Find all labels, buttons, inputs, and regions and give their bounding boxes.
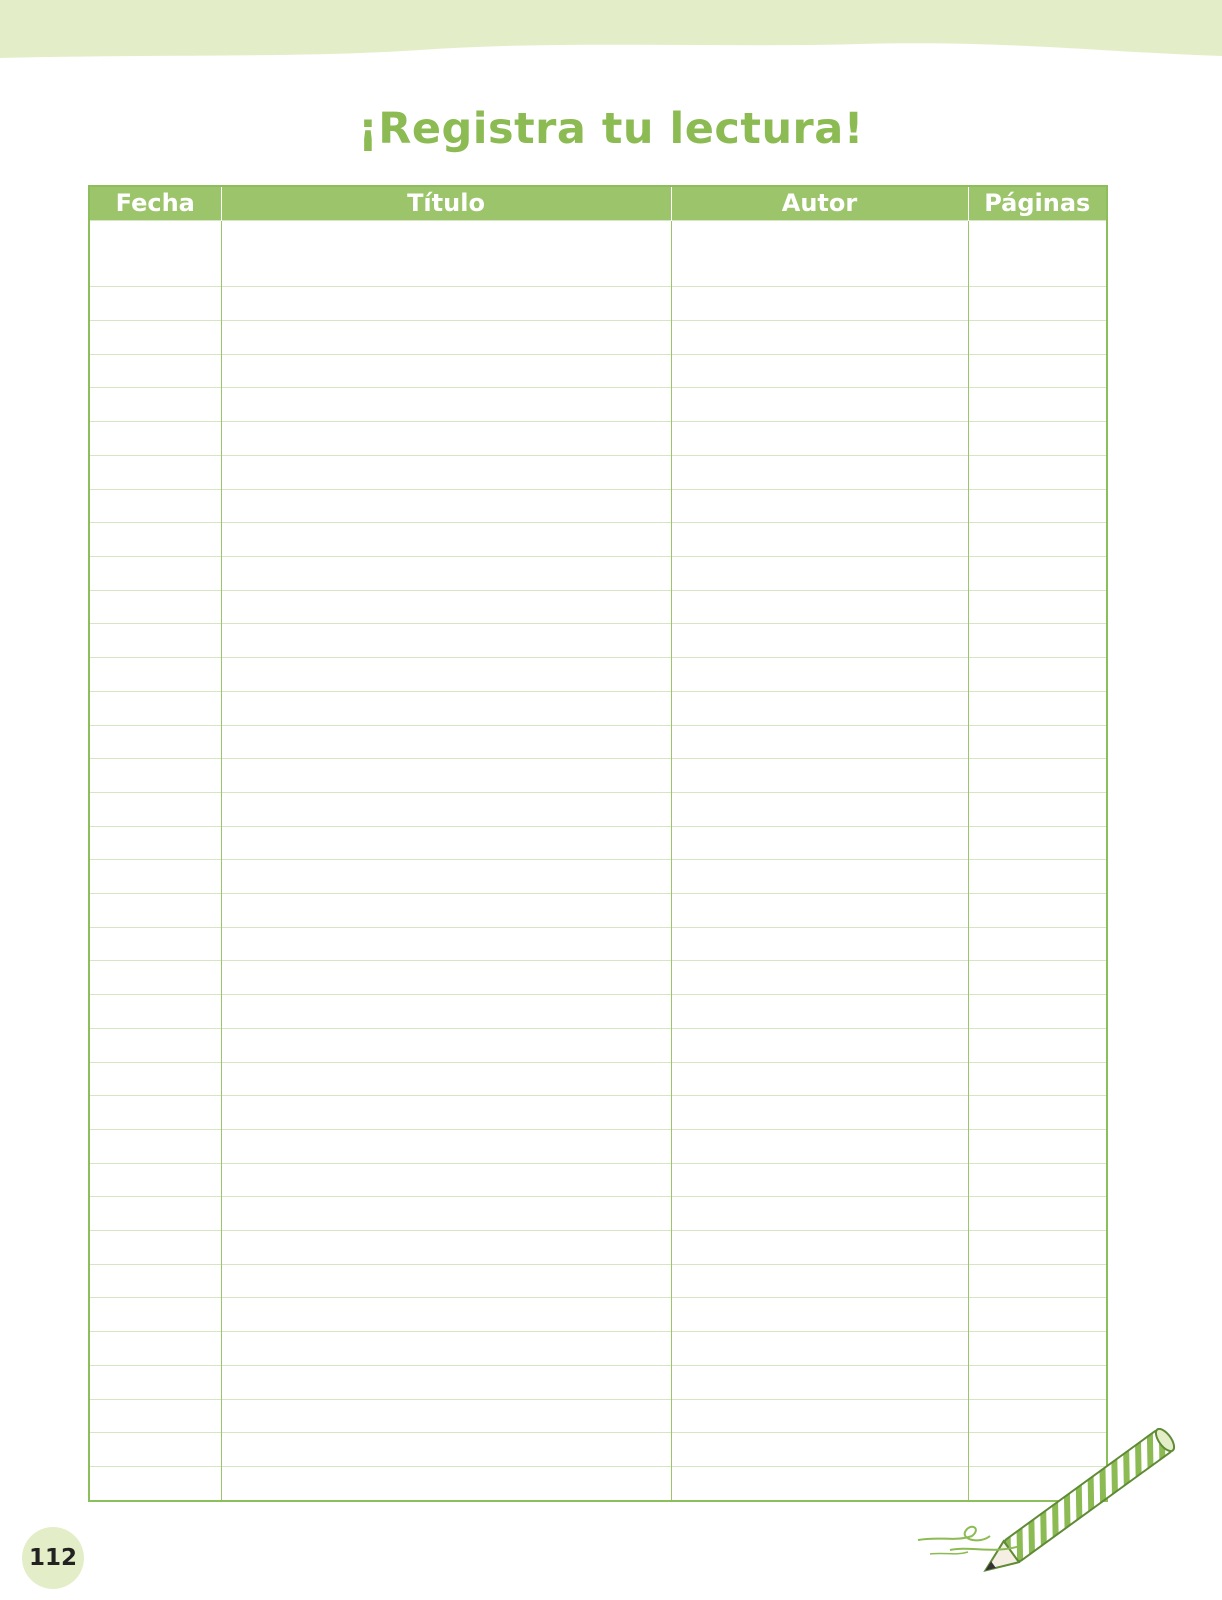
cell-fecha bbox=[89, 691, 221, 725]
cell-fecha bbox=[89, 624, 221, 658]
cell-paginas bbox=[968, 287, 1107, 321]
cell-paginas bbox=[968, 489, 1107, 523]
cell-titulo bbox=[221, 927, 671, 961]
cell-autor bbox=[671, 254, 968, 287]
cell-autor bbox=[671, 658, 968, 692]
table-row bbox=[89, 658, 1107, 692]
cell-fecha bbox=[89, 287, 221, 321]
cell-autor bbox=[671, 995, 968, 1029]
cell-fecha bbox=[89, 388, 221, 422]
cell-paginas bbox=[968, 1332, 1107, 1366]
cell-autor bbox=[671, 422, 968, 456]
cell-autor bbox=[671, 523, 968, 557]
cell-fecha bbox=[89, 658, 221, 692]
cell-fecha bbox=[89, 725, 221, 759]
cell-titulo bbox=[221, 1264, 671, 1298]
cell-autor bbox=[671, 557, 968, 591]
table-row bbox=[89, 860, 1107, 894]
cell-fecha bbox=[89, 590, 221, 624]
cell-titulo bbox=[221, 826, 671, 860]
cell-autor bbox=[671, 1197, 968, 1231]
cell-paginas bbox=[968, 254, 1107, 287]
cell-paginas bbox=[968, 759, 1107, 793]
cell-titulo bbox=[221, 1197, 671, 1231]
cell-fecha bbox=[89, 1264, 221, 1298]
cell-titulo bbox=[221, 254, 671, 287]
cell-paginas bbox=[968, 894, 1107, 928]
column-header-autor: Autor bbox=[671, 186, 968, 221]
cell-fecha bbox=[89, 455, 221, 489]
cell-titulo bbox=[221, 1365, 671, 1399]
table-row bbox=[89, 725, 1107, 759]
table-row bbox=[89, 1062, 1107, 1096]
table-row bbox=[89, 321, 1107, 355]
column-header-titulo: Título bbox=[221, 186, 671, 221]
cell-paginas bbox=[968, 1365, 1107, 1399]
table-row bbox=[89, 1028, 1107, 1062]
cell-fecha bbox=[89, 792, 221, 826]
cell-paginas bbox=[968, 792, 1107, 826]
cell-paginas bbox=[968, 1264, 1107, 1298]
table-row bbox=[89, 624, 1107, 658]
cell-paginas bbox=[968, 691, 1107, 725]
cell-fecha bbox=[89, 557, 221, 591]
cell-titulo bbox=[221, 691, 671, 725]
cell-fecha bbox=[89, 1399, 221, 1433]
cell-fecha bbox=[89, 1129, 221, 1163]
table-row bbox=[89, 388, 1107, 422]
cell-titulo bbox=[221, 1332, 671, 1366]
cell-fecha bbox=[89, 1096, 221, 1130]
cell-paginas bbox=[968, 1129, 1107, 1163]
cell-titulo bbox=[221, 1163, 671, 1197]
cell-fecha bbox=[89, 1231, 221, 1265]
cell-paginas bbox=[968, 1096, 1107, 1130]
cell-autor bbox=[671, 590, 968, 624]
table-row bbox=[89, 1129, 1107, 1163]
cell-fecha bbox=[89, 995, 221, 1029]
cell-fecha bbox=[89, 894, 221, 928]
cell-paginas bbox=[968, 1062, 1107, 1096]
cell-autor bbox=[671, 961, 968, 995]
cell-titulo bbox=[221, 590, 671, 624]
table-row bbox=[89, 557, 1107, 591]
cell-fecha bbox=[89, 321, 221, 355]
column-header-paginas: Páginas bbox=[968, 186, 1107, 221]
cell-paginas bbox=[968, 1231, 1107, 1265]
cell-autor bbox=[671, 354, 968, 388]
table-row bbox=[89, 455, 1107, 489]
cell-fecha bbox=[89, 254, 221, 287]
cell-autor bbox=[671, 927, 968, 961]
table-row bbox=[89, 961, 1107, 995]
cell-paginas bbox=[968, 1028, 1107, 1062]
cell-fecha bbox=[89, 1028, 221, 1062]
cell-fecha bbox=[89, 860, 221, 894]
table-row bbox=[89, 489, 1107, 523]
cell-titulo bbox=[221, 557, 671, 591]
table-row bbox=[89, 1365, 1107, 1399]
cell-autor bbox=[671, 1062, 968, 1096]
column-header-fecha: Fecha bbox=[89, 186, 221, 221]
cell-autor bbox=[671, 1298, 968, 1332]
cell-fecha bbox=[89, 1062, 221, 1096]
table-header-row bbox=[89, 186, 1107, 221]
cell-titulo bbox=[221, 658, 671, 692]
cell-titulo bbox=[221, 321, 671, 355]
table-row bbox=[89, 422, 1107, 456]
cell-titulo bbox=[221, 995, 671, 1029]
cell-fecha bbox=[89, 1332, 221, 1366]
cell-autor bbox=[671, 624, 968, 658]
cell-titulo bbox=[221, 759, 671, 793]
cell-fecha bbox=[89, 927, 221, 961]
cell-titulo bbox=[221, 1298, 671, 1332]
cell-titulo bbox=[221, 422, 671, 456]
cell-titulo bbox=[221, 860, 671, 894]
cell-autor bbox=[671, 1231, 968, 1265]
cell-autor bbox=[671, 725, 968, 759]
cell-paginas bbox=[968, 388, 1107, 422]
cell-titulo bbox=[221, 792, 671, 826]
cell-paginas bbox=[968, 523, 1107, 557]
cell-fecha bbox=[89, 826, 221, 860]
cell-paginas bbox=[968, 590, 1107, 624]
cell-paginas bbox=[968, 995, 1107, 1029]
cell-titulo bbox=[221, 894, 671, 928]
cell-fecha bbox=[89, 1163, 221, 1197]
page-number-badge: 112 bbox=[22, 1527, 84, 1589]
table-row bbox=[89, 1096, 1107, 1130]
table-row bbox=[89, 894, 1107, 928]
cell-paginas bbox=[968, 1197, 1107, 1231]
cell-fecha bbox=[89, 523, 221, 557]
cell-titulo bbox=[221, 1433, 671, 1467]
table-row bbox=[89, 1197, 1107, 1231]
cell-titulo bbox=[221, 388, 671, 422]
cell-paginas bbox=[968, 1163, 1107, 1197]
cell-paginas bbox=[968, 455, 1107, 489]
table-row bbox=[89, 221, 1107, 254]
table-row bbox=[89, 1264, 1107, 1298]
cell-fecha bbox=[89, 759, 221, 793]
cell-autor bbox=[671, 1096, 968, 1130]
cell-autor bbox=[671, 759, 968, 793]
cell-titulo bbox=[221, 1096, 671, 1130]
cell-titulo bbox=[221, 1399, 671, 1433]
cell-paginas bbox=[968, 422, 1107, 456]
table-row bbox=[89, 927, 1107, 961]
cell-autor bbox=[671, 321, 968, 355]
pencil-icon bbox=[910, 1428, 1200, 1578]
table-row bbox=[89, 254, 1107, 287]
cell-autor bbox=[671, 894, 968, 928]
cell-paginas bbox=[968, 826, 1107, 860]
table-row bbox=[89, 1231, 1107, 1265]
cell-fecha bbox=[89, 1197, 221, 1231]
cell-titulo bbox=[221, 287, 671, 321]
table-row bbox=[89, 354, 1107, 388]
top-decorative-band bbox=[0, 0, 1222, 70]
cell-autor bbox=[671, 489, 968, 523]
cell-titulo bbox=[221, 221, 671, 254]
table-row bbox=[89, 759, 1107, 793]
cell-fecha bbox=[89, 489, 221, 523]
cell-autor bbox=[671, 792, 968, 826]
cell-titulo bbox=[221, 1028, 671, 1062]
cell-autor bbox=[671, 1163, 968, 1197]
cell-titulo bbox=[221, 1231, 671, 1265]
table-row bbox=[89, 590, 1107, 624]
cell-autor bbox=[671, 691, 968, 725]
cell-autor bbox=[671, 221, 968, 254]
table-row bbox=[89, 691, 1107, 725]
cell-titulo bbox=[221, 961, 671, 995]
cell-fecha bbox=[89, 1433, 221, 1467]
cell-titulo bbox=[221, 354, 671, 388]
cell-fecha bbox=[89, 354, 221, 388]
cell-autor bbox=[671, 826, 968, 860]
cell-paginas bbox=[968, 321, 1107, 355]
cell-titulo bbox=[221, 1062, 671, 1096]
cell-paginas bbox=[968, 725, 1107, 759]
cell-fecha bbox=[89, 422, 221, 456]
cell-autor bbox=[671, 287, 968, 321]
cell-paginas bbox=[968, 624, 1107, 658]
reading-log-table bbox=[88, 185, 1108, 1502]
cell-fecha bbox=[89, 1466, 221, 1501]
cell-autor bbox=[671, 860, 968, 894]
cell-paginas bbox=[968, 354, 1107, 388]
cell-fecha bbox=[89, 961, 221, 995]
cell-titulo bbox=[221, 523, 671, 557]
cell-paginas bbox=[968, 221, 1107, 254]
table-row bbox=[89, 1163, 1107, 1197]
cell-titulo bbox=[221, 489, 671, 523]
table-row bbox=[89, 523, 1107, 557]
cell-autor bbox=[671, 1332, 968, 1366]
cell-titulo bbox=[221, 1129, 671, 1163]
cell-paginas bbox=[968, 1298, 1107, 1332]
cell-titulo bbox=[221, 725, 671, 759]
cell-paginas bbox=[968, 557, 1107, 591]
cell-autor bbox=[671, 1264, 968, 1298]
table-row bbox=[89, 792, 1107, 826]
cell-titulo bbox=[221, 455, 671, 489]
cell-paginas bbox=[968, 927, 1107, 961]
cell-fecha bbox=[89, 221, 221, 254]
cell-titulo bbox=[221, 1466, 671, 1501]
table-row bbox=[89, 995, 1107, 1029]
cell-autor bbox=[671, 1365, 968, 1399]
cell-titulo bbox=[221, 624, 671, 658]
cell-autor bbox=[671, 1028, 968, 1062]
table-row bbox=[89, 1298, 1107, 1332]
table-row bbox=[89, 1332, 1107, 1366]
cell-fecha bbox=[89, 1298, 221, 1332]
cell-paginas bbox=[968, 658, 1107, 692]
cell-paginas bbox=[968, 961, 1107, 995]
table-row bbox=[89, 287, 1107, 321]
cell-autor bbox=[671, 1129, 968, 1163]
cell-paginas bbox=[968, 860, 1107, 894]
cell-autor bbox=[671, 388, 968, 422]
cell-fecha bbox=[89, 1365, 221, 1399]
cell-autor bbox=[671, 455, 968, 489]
table-row bbox=[89, 826, 1107, 860]
page-title: ¡Registra tu lectura! bbox=[358, 104, 864, 154]
